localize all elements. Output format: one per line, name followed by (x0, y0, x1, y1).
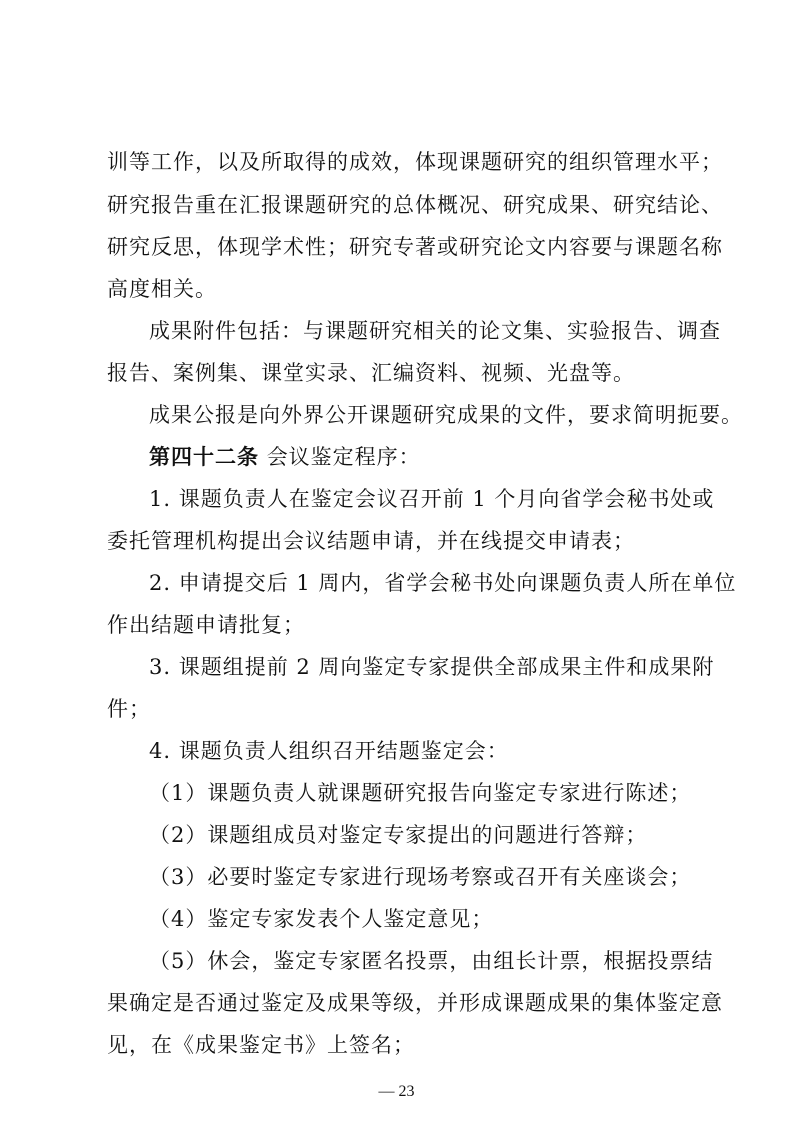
article-label: 第四十二条 (149, 444, 259, 469)
sub-step: （3）必要时鉴定专家进行现场考察或召开有关座谈会； (149, 865, 692, 889)
article-heading (149, 442, 697, 472)
body-line: 件； (107, 697, 151, 721)
procedure-step: 3. 课题组提前 2 周向鉴定专家提供全部成果主件和成果附 (149, 655, 715, 679)
body-line: 报告、案例集、课堂实录、汇编资料、视频、光盘等。 (107, 361, 635, 385)
body-line: 委托管理机构提出会议结题申请，并在线提交申请表； (107, 529, 635, 553)
procedure-step: 1. 课题负责人在鉴定会议召开前 1 个月向省学会秘书处或 (149, 487, 715, 511)
sub-step: （1）课题负责人就课题研究报告向鉴定专家进行陈述； (149, 781, 692, 805)
article-text: 会议鉴定程序： (266, 445, 421, 469)
body-line: 训等工作，以及所取得的成效，体现课题研究的组织管理水平； (107, 150, 723, 174)
sub-step: （2）课题组成员对鉴定专家提出的问题进行答辩； (149, 823, 648, 847)
procedure-step: 2. 申请提交后 1 周内，省学会秘书处向课题负责人所在单位 (149, 571, 737, 595)
body-line: 作出结题申请批复； (107, 613, 305, 637)
body-line: 果确定是否通过鉴定及成果等级，并形成课题成果的集体鉴定意 (107, 991, 723, 1015)
body-line: 研究报告重在汇报课题研究的总体概况、研究成果、研究结论、 (107, 193, 723, 217)
procedure-step: 4. 课题负责人组织召开结题鉴定会： (149, 739, 509, 763)
sub-step: （5）休会，鉴定专家匿名投票，由组长计票，根据投票结 (149, 949, 714, 973)
body-line: 研究反思，体现学术性；研究专著或研究论文内容要与课题名称 (107, 235, 723, 259)
body-line: 见，在《成果鉴定书》上签名； (107, 1033, 415, 1057)
page-number: — 23 (378, 1083, 415, 1100)
body-line: 成果公报是向外界公开课题研究成果的文件，要求简明扼要。 (149, 403, 743, 427)
body-line: 高度相关。 (107, 277, 217, 301)
sub-step: （4）鉴定专家发表个人鉴定意见； (149, 907, 494, 931)
body-line: 成果附件包括：与课题研究相关的论文集、实验报告、调查 (149, 319, 721, 343)
